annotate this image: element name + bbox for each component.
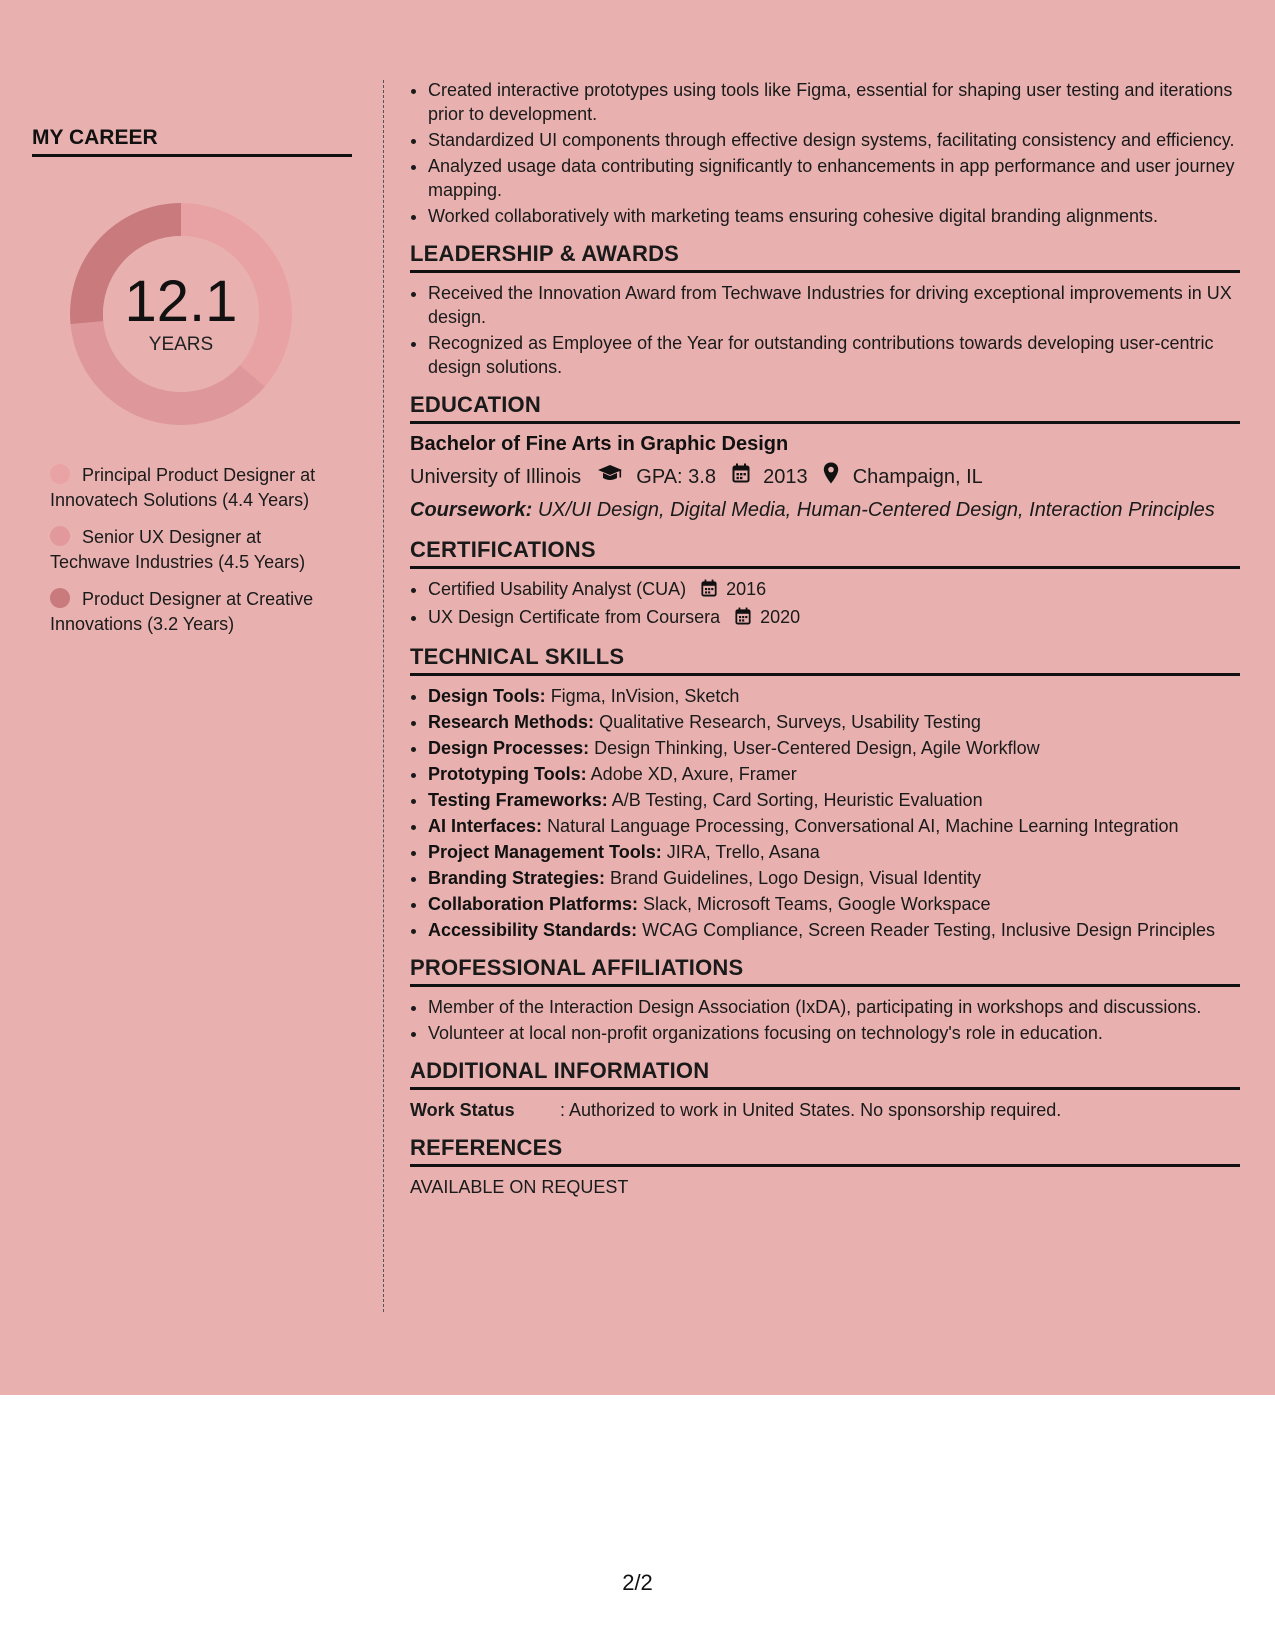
coursework-label: Coursework: (410, 499, 533, 521)
legend-label: Principal Product Designer at Innovatech Solutions (4.4 Years) (50, 465, 316, 510)
list-item: • Volunteer at local non-profit organizations focusing on technology's role in education. (428, 1021, 1240, 1045)
list-item: • Worked collaboratively with marketing teams ensuring cohesive digital branding alignments. (428, 204, 1240, 228)
calendar-icon (735, 607, 751, 631)
list-item (428, 736, 1240, 760)
list-item (428, 577, 1240, 603)
skill-value: A/B Testing, Card Sorting, Heuristic Evaluation (611, 790, 983, 810)
donut-years-label: YEARS (148, 334, 214, 355)
list-item (428, 840, 1240, 864)
list-item (428, 684, 1240, 708)
list-item: • Standardized UI components through effective design systems, facilitating consistency and efficiency. (428, 128, 1240, 152)
career-title: MY CAREER (32, 126, 352, 157)
section-title-references: REFERENCES (410, 1136, 1240, 1167)
coursework-text: UX/UI Design, Digital Media, Human-Centered Design, Interaction Principles (537, 499, 1215, 521)
list-item (428, 762, 1240, 786)
legend-dot-icon (50, 526, 70, 546)
references-text: AVAILABLE ON REQUEST (410, 1177, 629, 1197)
legend-label: Product Designer at Creative Innovations (3.2 Years) (50, 589, 314, 634)
skill-label: Testing Frameworks: (428, 790, 608, 810)
calendar-icon (701, 579, 717, 603)
skill-label: Design Processes: (428, 738, 590, 758)
legend-label: Senior UX Designer at Techwave Industries (4.5 Years) (50, 527, 306, 572)
skill-value: Adobe XD, Axure, Framer (590, 764, 797, 784)
skill-label: Collaboration Platforms: (428, 894, 639, 914)
list-item: • Received the Innovation Award from Techwave Industries for driving exceptional improvements in UX design. (428, 281, 1240, 329)
education-location: Champaign, IL (852, 466, 983, 488)
skill-value: Figma, InVision, Sketch (550, 686, 740, 706)
list-item (428, 918, 1240, 942)
skill-label: Prototyping Tools: (428, 764, 587, 784)
certification-name: Certified Usability Analyst (CUA) (428, 579, 687, 599)
legend-dot-icon (50, 588, 70, 608)
legend-dot-icon (50, 464, 70, 484)
work-status-label: Work Status (410, 1100, 515, 1120)
skill-value: Natural Language Processing, Conversational AI, Machine Learning Integration (547, 816, 1179, 836)
list-item: • Created interactive prototypes using tools like Figma, essential for shaping user testing and iterations prior to development. (428, 78, 1240, 126)
education-coursework (410, 496, 1240, 524)
donut-center (66, 199, 296, 429)
list-item (428, 788, 1240, 812)
affiliations-list (410, 995, 1240, 1045)
skill-label: Project Management Tools: (428, 842, 662, 862)
list-item (428, 605, 1240, 631)
education-degree: Bachelor of Fine Arts in Graphic Design (410, 433, 789, 455)
column-divider (383, 80, 384, 1312)
list-item: • Recognized as Employee of the Year for outstanding contributions towards developing user-centric design solutions. (428, 331, 1240, 379)
skill-value: Design Thinking, User-Centered Design, Agile Workflow (594, 738, 1040, 758)
skills-list (410, 684, 1240, 942)
skill-value: Slack, Microsoft Teams, Google Workspace (643, 894, 991, 914)
sidebar (32, 126, 352, 649)
main-column (410, 78, 1240, 1199)
skill-value: JIRA, Trello, Asana (666, 842, 820, 862)
skill-value: WCAG Compliance, Screen Reader Testing, Inclusive Design Principles (642, 920, 1216, 940)
skill-value: Qualitative Research, Surveys, Usability Testing (599, 712, 981, 732)
legend-item (50, 525, 340, 575)
certifications-list (410, 577, 1240, 631)
skill-label: Research Methods: (428, 712, 595, 732)
leadership-list (410, 281, 1240, 379)
career-donut-chart (66, 199, 296, 429)
skill-value: Brand Guidelines, Logo Design, Visual Identity (610, 868, 981, 888)
skill-label: Design Tools: (428, 686, 546, 706)
page-number: 2/2 (622, 1570, 653, 1595)
location-pin-icon (823, 462, 839, 492)
donut-total-years: 12.1 (124, 269, 238, 334)
graduation-cap-icon (597, 463, 623, 491)
section-title-skills: TECHNICAL SKILLS (410, 645, 1240, 676)
skill-label: AI Interfaces: (428, 816, 543, 836)
education-school: University of Illinois (410, 466, 582, 488)
work-status-row (410, 1098, 1240, 1122)
certification-name: UX Design Certificate from Coursera (428, 607, 721, 627)
certification-year: 2020 (760, 607, 801, 627)
list-item (428, 866, 1240, 890)
section-title-education: EDUCATION (410, 393, 1240, 424)
skill-label: Accessibility Standards: (428, 920, 638, 940)
list-item (428, 892, 1240, 916)
section-title-additional: ADDITIONAL INFORMATION (410, 1059, 1240, 1090)
skill-label: Branding Strategies: (428, 868, 606, 888)
education-details (410, 462, 1240, 492)
experience-bullets (410, 78, 1240, 228)
list-item (428, 814, 1240, 838)
legend-item (50, 587, 340, 637)
calendar-icon (732, 463, 750, 491)
education-year: 2013 (763, 466, 808, 488)
legend-item (50, 463, 340, 513)
section-title-leadership: LEADERSHIP & AWARDS (410, 242, 1240, 273)
list-item (428, 710, 1240, 734)
certification-year: 2016 (726, 579, 767, 599)
section-title-certifications: CERTIFICATIONS (410, 538, 1240, 569)
section-title-affiliations: PROFESSIONAL AFFILIATIONS (410, 956, 1240, 987)
list-item: • Analyzed usage data contributing significantly to enhancements in app performance and user journey mapping. (428, 154, 1240, 202)
career-legend (50, 463, 340, 637)
list-item: • Member of the Interaction Design Association (IxDA), participating in workshops and discussions. (428, 995, 1240, 1019)
work-status-value: : Authorized to work in United States. No sponsorship required. (560, 1100, 1062, 1120)
education-gpa: GPA: 3.8 (636, 466, 716, 488)
